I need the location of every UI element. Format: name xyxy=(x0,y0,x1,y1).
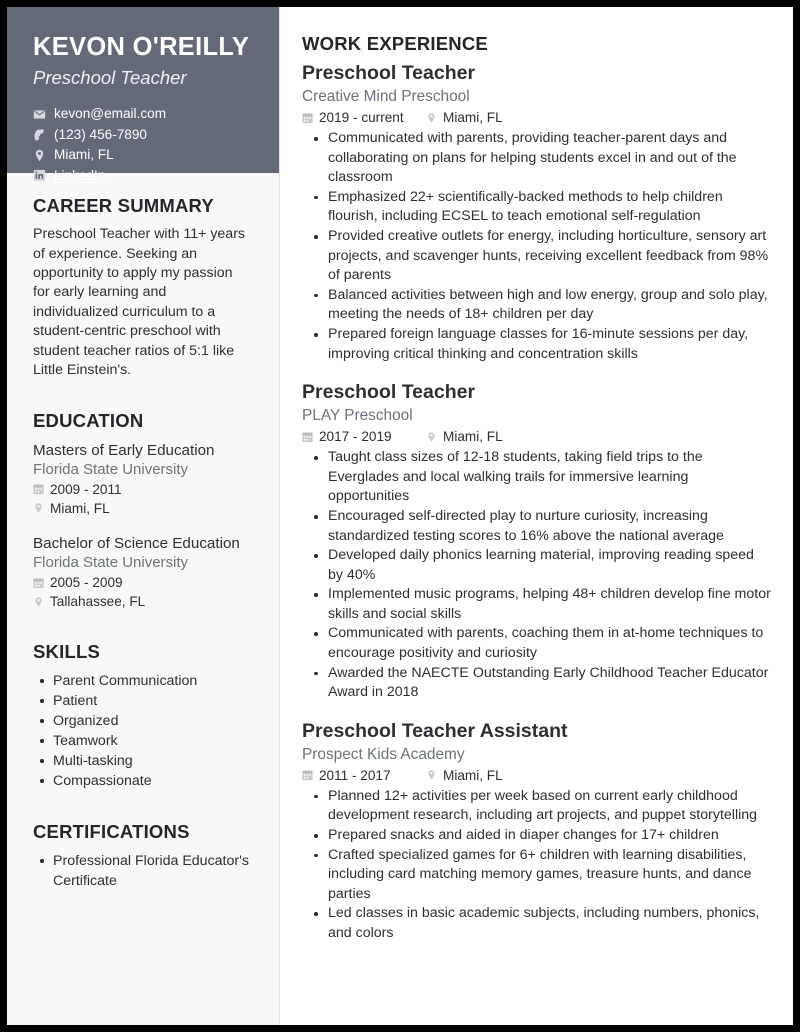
education-location-row xyxy=(33,499,253,518)
calendar-icon xyxy=(33,483,44,495)
contact-label-location: Miami, FL xyxy=(54,147,114,163)
job-entry xyxy=(302,380,771,703)
contact-item-phone xyxy=(33,125,253,145)
job-bullet: Crafted specialized games for 6+ children with learning disabilities, including card matching memory games, treasure hunts, and dance parties xyxy=(302,846,771,905)
job-bullets xyxy=(302,787,771,944)
certifications-list xyxy=(33,851,253,891)
job-bullet: Taught class sizes of 12-18 students, taking field trips to the Everglades and local walking trails for immersive learning opportunities xyxy=(302,448,771,507)
profile-header xyxy=(7,7,279,183)
sidebar xyxy=(7,7,280,1025)
contact-item-email xyxy=(33,104,253,124)
map-pin-icon xyxy=(426,769,437,781)
job-bullet: Awarded the NAECTE Outstanding Early Childhood Teacher Educator Award in 2018 xyxy=(302,664,771,703)
job-dates-row xyxy=(302,766,426,785)
job-meta xyxy=(302,427,771,446)
education-heading: EDUCATION xyxy=(33,410,144,432)
career-summary-text: Preschool Teacher with 11+ years of experience. Seeking an opportunity to apply my passion for early learning and individualized curriculum to a student-centric preschool with student teacher ratios of 5:1 like Little Einstein's. xyxy=(33,226,246,379)
certifications-heading: CERTIFICATIONS xyxy=(33,821,190,843)
map-pin-icon xyxy=(426,112,437,124)
skills-heading: SKILLS xyxy=(33,641,100,662)
sidebar-body xyxy=(7,173,279,1025)
contact-item-location xyxy=(33,145,253,165)
job-bullet: Communicated with parents, providing teacher-parent days and collaborating on plans for helping students excel in and out of the classroom xyxy=(302,129,771,188)
calendar-icon xyxy=(302,112,313,124)
job-location-row xyxy=(426,766,503,785)
job-company: Creative Mind Preschool xyxy=(302,88,470,105)
education-dates: 2005 - 2009 xyxy=(50,575,123,590)
job-location: Miami, FL xyxy=(443,429,503,445)
calendar-icon xyxy=(33,577,44,589)
map-pin-icon xyxy=(33,502,44,514)
job-bullet: Emphasized 22+ scientifically-backed methods to help children flourish, including ECSEL to teach emotional self-regulation xyxy=(302,188,771,227)
education-location-row xyxy=(33,592,253,611)
job-dates-row xyxy=(302,108,426,127)
candidate-job-title: Preschool Teacher xyxy=(33,67,187,89)
education-entry xyxy=(33,441,253,518)
education-location: Miami, FL xyxy=(50,500,110,516)
job-bullet: Planned 12+ activities per week based on current early childhood development research, including art projects, and puppet storytelling xyxy=(302,787,771,826)
job-bullet: Prepared foreign language classes for 16-minute sessions per day, improving critical thinking and concentration skills xyxy=(302,325,771,364)
main-content xyxy=(280,7,793,1025)
work-experience-heading: WORK EXPERIENCE xyxy=(302,33,488,54)
job-entry xyxy=(302,61,771,364)
education-degree: Bachelor of Science Education xyxy=(33,534,240,552)
calendar-icon xyxy=(302,769,313,781)
job-meta xyxy=(302,108,771,127)
job-bullet: Prepared snacks and aided in diaper changes for 17+ children xyxy=(302,826,771,846)
skill-item: Organized xyxy=(33,711,253,731)
job-location: Miami, FL xyxy=(443,767,503,783)
job-role: Preschool Teacher xyxy=(302,381,476,404)
resume-page xyxy=(7,7,793,1025)
job-meta xyxy=(302,766,771,785)
map-pin-icon xyxy=(33,596,44,608)
job-location: Miami, FL xyxy=(443,110,503,125)
job-role: Preschool Teacher xyxy=(302,62,476,84)
education-location: Tallahassee, FL xyxy=(50,594,146,609)
job-bullet: Encouraged self-directed play to nurture curiosity, increasing standardized testing scores to 16% above the national average xyxy=(302,507,771,546)
job-bullet: Balanced activities between high and low energy, group and solo play, meeting the needs of 18+ children per day xyxy=(302,286,771,325)
job-entry xyxy=(302,719,771,944)
contact-label-phone: (123) 456-7890 xyxy=(54,126,147,142)
job-bullet: Communicated with parents, coaching them in at-home techniques to encourage positivity and curiosity xyxy=(302,624,771,663)
education-school: Florida State University xyxy=(33,554,189,572)
job-bullet: Implemented music programs, helping 48+ children develop fine motor skills and social skills xyxy=(302,585,771,624)
job-location-row xyxy=(426,108,503,127)
job-bullet: Developed daily phonics learning material, improving reading speed by 40% xyxy=(302,546,771,585)
calendar-icon xyxy=(302,431,313,443)
education-degree: Masters of Early Education xyxy=(33,441,215,459)
skills-list xyxy=(33,671,253,791)
education-entry xyxy=(33,534,253,611)
map-pin-icon xyxy=(33,149,46,162)
envelope-icon xyxy=(33,108,46,121)
phone-icon xyxy=(33,128,46,141)
certification-item: Professional Florida Educator's Certificate xyxy=(33,851,253,891)
skill-item: Patient xyxy=(33,691,253,711)
job-bullets xyxy=(302,448,771,703)
skill-item: Compassionate xyxy=(33,771,253,791)
skill-item: Parent Communication xyxy=(33,671,253,691)
job-bullet: Led classes in basic academic subjects, including numbers, phonics, and colors xyxy=(302,904,771,943)
job-role: Preschool Teacher Assistant xyxy=(302,719,568,742)
skill-item: Multi-tasking xyxy=(33,751,253,771)
job-company: Prospect Kids Academy xyxy=(302,745,465,763)
career-summary-heading: CAREER SUMMARY xyxy=(33,195,214,216)
map-pin-icon xyxy=(426,431,437,443)
job-dates: 2011 - 2017 xyxy=(319,767,391,783)
education-dates: 2009 - 2011 xyxy=(50,481,122,497)
job-company: PLAY Preschool xyxy=(302,407,413,425)
contact-label-linkedin[interactable]: LinkedIn xyxy=(54,167,106,183)
job-dates: 2019 - current xyxy=(319,110,404,125)
job-bullets xyxy=(302,129,771,364)
education-dates-row xyxy=(33,573,253,592)
candidate-name: KEVON O'REILLY xyxy=(33,33,250,61)
job-location-row xyxy=(426,427,503,446)
job-dates: 2017 - 2019 xyxy=(319,429,392,445)
skill-item: Teamwork xyxy=(33,731,253,751)
job-dates-row xyxy=(302,427,426,446)
job-bullet: Provided creative outlets for energy, including horticulture, sensory art projects, and scavenger hunts, receiving excellent feedback from 98% of parents xyxy=(302,227,771,286)
education-dates-row xyxy=(33,480,253,499)
education-school: Florida State University xyxy=(33,461,189,479)
contact-label-email: kevon@email.com xyxy=(54,106,167,122)
